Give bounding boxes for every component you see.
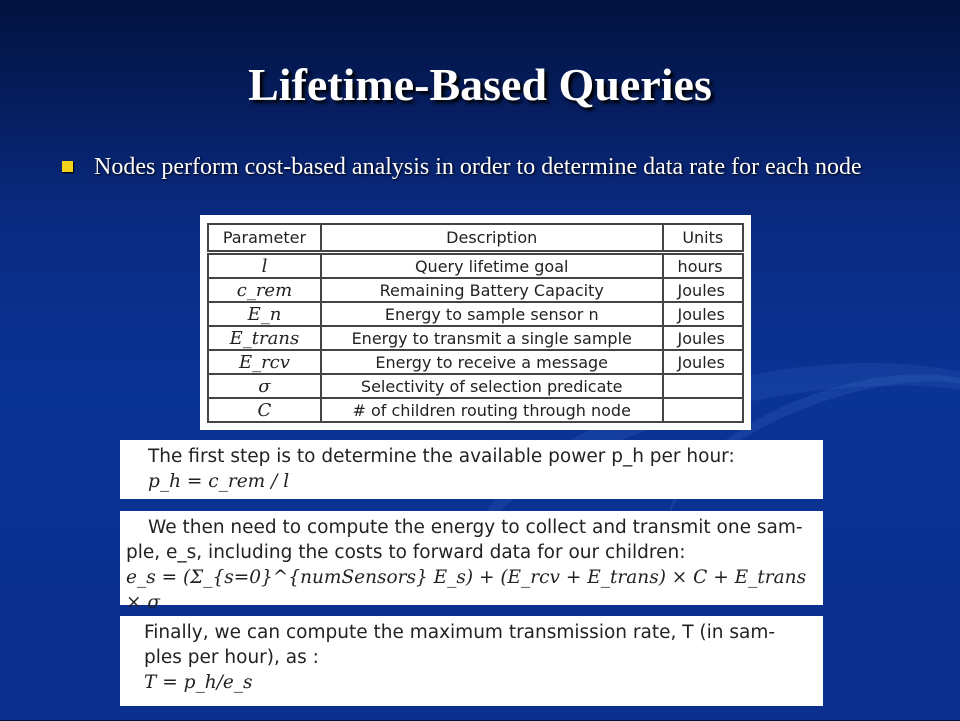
- square-bullet-icon: [62, 161, 73, 172]
- units-cell: Joules: [663, 302, 743, 326]
- slide-title: Lifetime-Based Queries: [248, 59, 712, 110]
- desc-cell: Energy to sample sensor n: [321, 302, 663, 326]
- step1-text: The first step is to determine the available power p_h per hour:: [148, 446, 735, 467]
- header-units: Units: [663, 224, 743, 253]
- param-cell: σ: [208, 374, 321, 398]
- table-row: [208, 350, 743, 374]
- units-cell: [663, 398, 743, 422]
- step3-text-line1: Finally, we can compute the maximum transmission rate, T (in sam-: [144, 622, 776, 643]
- desc-cell: Remaining Battery Capacity: [321, 278, 663, 302]
- step2-text-line2: ple, e_s, including the costs to forward data for our children:: [126, 542, 686, 563]
- table-row: [208, 302, 743, 326]
- param-cell: C: [208, 398, 321, 422]
- table-row: [208, 253, 743, 279]
- step1-formula: p_h = c_rem / l: [148, 471, 290, 492]
- param-cell: E_n: [208, 302, 321, 326]
- table-row: [208, 398, 743, 422]
- param-cell: E_trans: [208, 326, 321, 350]
- step3-formula: T = p_h/e_s: [144, 672, 253, 693]
- equation-box-rate: [120, 616, 823, 706]
- header-parameter: Parameter: [208, 224, 321, 253]
- units-cell: Joules: [663, 350, 743, 374]
- units-cell: hours: [663, 253, 743, 279]
- equation-box-energy: [120, 511, 823, 613]
- parameter-table: [207, 223, 744, 423]
- table-header-row: [208, 224, 743, 253]
- step2-text-line1: We then need to compute the energy to collect and transmit one sam-: [148, 517, 803, 538]
- desc-cell: Energy to transmit a single sample: [321, 326, 663, 350]
- units-cell: Joules: [663, 278, 743, 302]
- header-description: Description: [321, 224, 663, 253]
- parameter-table-image: [200, 215, 751, 430]
- bullet-item: [60, 152, 880, 182]
- units-cell: [663, 374, 743, 398]
- desc-cell: Selectivity of selection predicate: [321, 374, 663, 398]
- param-cell: l: [208, 253, 321, 279]
- table-row: [208, 278, 743, 302]
- desc-cell: Query lifetime goal: [321, 253, 663, 279]
- units-cell: Joules: [663, 326, 743, 350]
- desc-cell: # of children routing through node: [321, 398, 663, 422]
- table-row: [208, 374, 743, 398]
- param-cell: c_rem: [208, 278, 321, 302]
- table-row: [208, 326, 743, 350]
- equation-box-power: [120, 440, 823, 499]
- bullet-text: Nodes perform cost-based analysis in order to determine data rate for each node: [94, 154, 862, 180]
- step3-text-line2: ples per hour), as :: [144, 647, 319, 668]
- desc-cell: Energy to receive a message: [321, 350, 663, 374]
- step2-formula: e_s = (Σ_{s=0}^{numSensors} E_s) + (E_rcv + E_trans) × C + E_trans × σ: [126, 567, 807, 613]
- param-cell: E_rcv: [208, 350, 321, 374]
